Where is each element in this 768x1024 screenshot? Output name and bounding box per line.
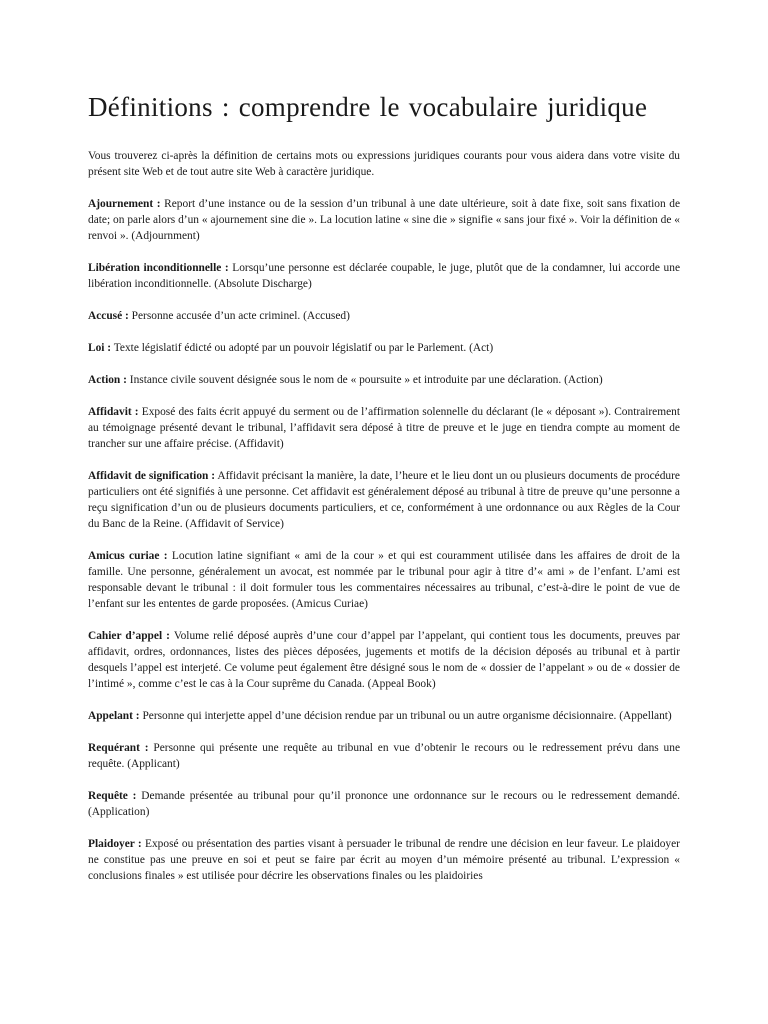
definition-entry: [88, 708, 680, 724]
definition-text: Exposé ou présentation des parties visant à persuader le tribunal de rendre une décision en leur faveur. Le plaidoyer ne constitue pas une preuve en soi et peut se faire par écrit au moyen d’un mémoire présenté au tribunal. L’expression « conclusions finales » est utilisée pour décrire les observations finales ou les plaidoiries: [88, 838, 680, 882]
definition-text: Personne accusée d’un acte criminel. (Accused): [128, 310, 350, 322]
definition-entry: [88, 788, 680, 820]
page-title: Définitions : comprendre le vocabulaire juridique: [88, 92, 648, 122]
definition-text: Lorsqu’une personne est déclarée coupable, le juge, plutôt que de la condamner, lui accorde une libération inconditionnelle. (Absolute Discharge): [88, 262, 681, 290]
definition-term: Affidavit de signification :: [88, 470, 216, 482]
definition-text: Demande présentée au tribunal pour qu’il prononce une ordonnance sur le recours ou le redressement demandé. (Application): [88, 790, 680, 818]
definition-entry: [88, 340, 680, 356]
definition-text: Texte législatif édicté ou adopté par un pouvoir législatif ou par le Parlement. (Act): [111, 342, 494, 354]
definition-text: Volume relié déposé auprès d’une cour d’appel par l’appelant, qui contient tous les documents, preuves par affidavit, ordres, ordonnances, listes des pièces déposées, jugements et motifs de la décision déposés au tribunal et à partir desquels l’appel est interjeté. Ce volume peut également être désigné sous le nom de « dossier de l’appelant » ou de « dossier de l’intimé », comme c’est le cas à la Cour suprême du Canada. (Appeal Book): [88, 630, 681, 690]
definition-term: Amicus curiae :: [88, 550, 168, 562]
definition-term: Plaidoyer :: [88, 838, 142, 850]
definition-text: Personne qui interjette appel d’une décision rendue par un tribunal ou un autre organisme décisionnaire. (Appellant): [139, 710, 672, 722]
definition-entry: [88, 196, 680, 244]
definition-text: Locution latine signifiant « ami de la cour » et qui est couramment utilisée dans les affaires de droit de la famille. Une personne, généralement un avocat, est nommée par le tribunal pour agir à titre d’« ami » de l’enfant. L’ami est responsable devant le tribunal : il doit formuler tous les commentaires nécessaires au tribunal, c’est-à-dire le point de vue de l’enfant sur les ententes de garde proposées. (Amicus Curiae): [88, 550, 680, 610]
definition-term: Requête :: [88, 790, 137, 802]
definition-entry: [88, 308, 680, 324]
definition-text: Affidavit précisant la manière, la date, l’heure et le lieu dont un ou plusieurs documents de procédure particuliers ont été signifiés à une personne. Cet affidavit est généralement déposé au tribunal à titre de preuve qu’une personne a reçu signification d’un ou de plusieurs documents particuliers, et ce, conformément à une ordonnance ou aux Règles de la Cour du Banc de la Reine. (Affidavit of Service): [88, 470, 680, 530]
definition-term: Ajournement :: [88, 198, 161, 210]
definition-term: Loi :: [88, 342, 112, 354]
definition-entry: [88, 404, 680, 452]
definition-entry: [88, 372, 680, 388]
definition-term: Requérant :: [88, 742, 149, 754]
definition-entry: [88, 548, 680, 612]
definition-text: Instance civile souvent désignée sous le nom de « poursuite » et introduite par une déclaration. (Action): [126, 374, 603, 386]
definition-term: Affidavit :: [88, 406, 139, 418]
definition-entry: [88, 836, 680, 884]
definition-term: Action :: [88, 374, 127, 386]
definition-entry: [88, 468, 680, 532]
definition-term: Libération inconditionnelle :: [88, 262, 229, 274]
definition-text: Exposé des faits écrit appuyé du serment ou de l’affirmation solennelle du déclarant (le « déposant »). Contrairement au témoignage présenté devant le tribunal, l’affidavit sera déposé à titre de preuve et le juge en tiendra compte au moment de trancher sur une affaire précise. (Affidavit): [88, 406, 680, 450]
definition-entry: [88, 740, 680, 772]
definition-term: Appelant :: [88, 710, 140, 722]
definition-text: Report d’une instance ou de la session d’un tribunal à une date ultérieure, soit à date fixe, soit sans fixation de date; on parle alors d’un « ajournement sine die ». La locution latine « sine die » signifie « sans jour fixé ». Voir la définition de « renvoi ». (Adjournment): [88, 198, 680, 242]
definition-entry: [88, 628, 680, 692]
definition-term: Accusé :: [88, 310, 129, 322]
definition-term: Cahier d’appel :: [88, 630, 170, 642]
definition-entry: [88, 260, 680, 292]
definition-text: Personne qui présente une requête au tribunal en vue d’obtenir le recours ou le redressement prévu dans une requête. (Applicant): [88, 742, 680, 770]
intro-paragraph: Vous trouverez ci-après la définition de certains mots ou expressions juridiques courants pour vous aidera dans votre visite du présent site Web et de tout autre site Web à caractère juridique.: [88, 150, 680, 178]
